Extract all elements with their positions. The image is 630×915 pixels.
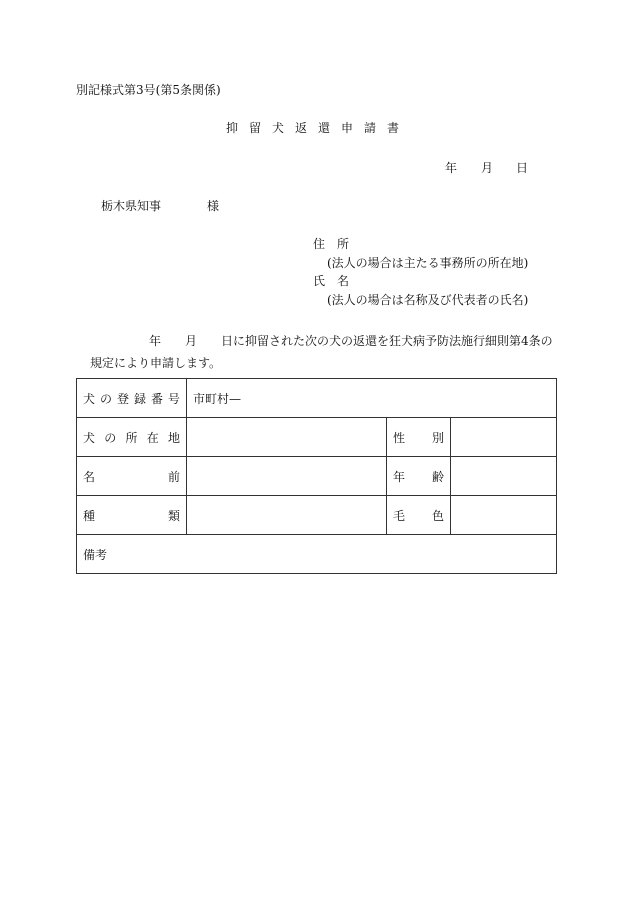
form-title: 抑留犬返還申請書 [226,121,411,135]
remarks-label: 備考 [83,547,108,562]
sex-field[interactable] [451,418,557,457]
table-row [77,457,557,496]
applicant-name-label: 氏 名 [313,274,350,288]
coat-color-field[interactable] [451,496,557,535]
form-reference: 別記様式第3号(第5条関係) [76,83,221,97]
date-year-label: 年 [445,161,458,175]
age-field[interactable] [451,457,557,496]
recipient-honorific: 様 [207,199,220,213]
request-statement-line2: 規定により申請します。 [90,356,222,370]
dog-name-label-cell: 名 前 [77,457,187,496]
applicant-name-note: (法人の場合は名称及び代表者の氏名) [327,293,529,307]
age-label-cell: 年 齢 [387,457,451,496]
dog-info-table [76,378,557,574]
applicant-address-note: (法人の場合は主たる事務所の所在地) [327,256,529,270]
applicant-address-label: 住 所 [313,237,350,251]
table-row [77,418,557,457]
breed-field[interactable] [187,496,387,535]
registration-number-label-cell: 犬 の 登 録 番 号 [77,379,187,418]
remarks-field[interactable] [77,535,557,574]
date-day-label: 日 [516,161,529,175]
registration-number-field[interactable]: 市町村— [187,379,557,418]
recipient-name: 栃木県知事 [101,199,162,213]
breed-label-cell: 種 類 [77,496,187,535]
table-row [77,496,557,535]
request-statement-line1: 年 月 日に抑留された次の犬の返還を狂犬病予防法施行細則第4条の [149,334,553,348]
table-row [77,379,557,418]
sex-label-cell: 性 別 [387,418,451,457]
table-row [77,535,557,574]
dog-name-field[interactable] [187,457,387,496]
location-field[interactable] [187,418,387,457]
date-month-label: 月 [481,161,494,175]
location-label-cell: 犬 の 所 在 地 [77,418,187,457]
coat-color-label-cell: 毛 色 [387,496,451,535]
